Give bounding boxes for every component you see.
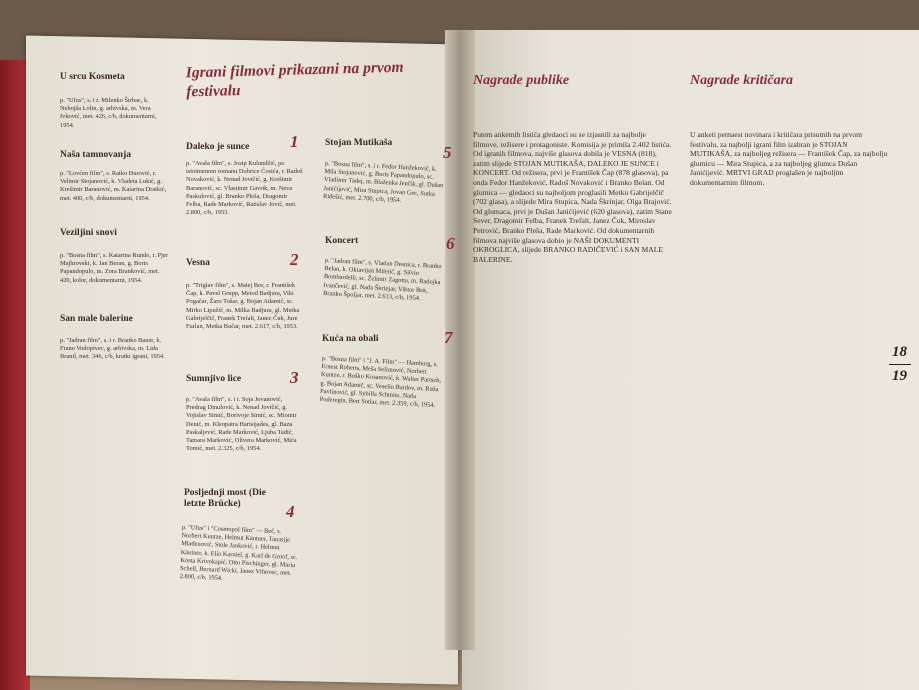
page-number: 18 xyxy=(892,344,907,360)
film-credits: p. "Ufus", s. i r. Milenko Štrbac, k. Nebojša Lolin, g. arhivska, m. Vera Ivković, met. 426, c/b, dokumentarni, 1954. xyxy=(60,97,157,129)
film-credits: p. "Lovćen film", s. Ratko Đurović, r. Velimir Stojanović, k. Vladeta Lukić, g. Krešimir Baranović, m. Katarina Dratkić, met. 400, c/b, dokumentarni, 1954. xyxy=(60,170,167,202)
film-credits: p. "Avala film", s. Josip Kulundžić, po istoimenom romanu Dobrice Ćosića, r. Radoš Novaković, k. Nenad Jovičić, g. Krešimir Baranović, sc. Vlastimir Gavrik, m. Neva Paskulović, gl. Branko Pleša, Dragomir Felba, Rade Marković, Ratislav Jović, met. 2.800, c/b, 1953. xyxy=(186,160,303,217)
film-title: Sumnjivo lice xyxy=(186,374,242,384)
film-title: Koncert xyxy=(325,236,359,246)
film-credits: p. "Jadran film", s. i r. Branko Bauer, k. Frano Vodopivec, g. arhivska, m. Lida Branil, met. 346, c/b, kratki igrani, 1954. xyxy=(60,337,165,361)
film-title: Kuća na obali xyxy=(322,334,379,344)
film-title: Stojan Mutikaša xyxy=(325,138,393,148)
critics-awards-text: U anketi petnaest novinara i kritičara prisutnih na prvom festivalu, za najbolji igrani film izabran je STOJAN MUTIKAŠA, za najboljeg režisera — František Čap, za najbolju glumicu — Mira Stupica, a za najboljeg glumca Dušan Janićijević. MRTVI GRAD proglašen je najboljim dokumentarnim filmom. xyxy=(690,130,888,187)
page-number: 19 xyxy=(892,368,907,384)
film-number: 7 xyxy=(444,328,453,347)
film-title: Daleko je sunce xyxy=(186,142,250,152)
film-credits: p. "Bosna film" i "J. A. Film" — Hamburg, s. Ernest Roberts, Meša Selimović, Norbert Kuntze, r. Boško Kosanović, k. Walter Partsch, g. Bojan Adamič, sc. Veselin Bardov, m. Ruža Pavlinović, gl. Sybilla Schmitz, Nada Poderegin, Bert Sotlar, met. 2.359, c/b, 1954. xyxy=(319,355,442,410)
page-number-divider xyxy=(889,364,911,365)
public-awards-text: Putem anketnih listića gledaoci su se izjasnili za najbolje filmove, režisere i protagoniste. Komisija je primila 2.402 listića. Od igranih filmova, najviše glasova dobila je VESNA (818), zatim slijede STOJAN MUTIKAŠA, DALEKO JE SUNCE i KONCERT. Od režisera, prvi je František Čap (878 glasova), pa onda Fedor Hanžeković, Radoš Novaković i Branko Belan. Od glumica — gledaoci su najboljom proglasili Metku Gabrijelčič (702 glasa), a slijede Mira Stupica, Nada Škrinjar, Olga Brajović. Od glumaca, prvi je Dušan Janićijević (620 glasova), zatim Stane Sever, Dragomir Felba, Franek Trefalt, Janez Čuk, Miroslav Petrović, Branko Pleša, Rade Marković. Od dokumentarnih filmova najviše glasova dobio je NAŠI DOKUMENTI OKROGLICA, slijede BRANKO RADIČEVIĆ i SAN MALE BALERINE. xyxy=(473,130,672,264)
page-title: Igrani filmovi prikazani na prvom festivalu xyxy=(185,58,404,101)
film-title: Naša tamnovanja xyxy=(60,150,131,160)
film-title: Vesna xyxy=(186,258,210,268)
film-credits: p. "Bosna film", s. i r. Fedor Hanžeković, k. Mila Stojanović, g. Boris Papandopulo, sc. Vladimir Tadej, m. Blaženka Jenčik, gl. Dušan Janićijević, Mira Stupica, Jovan Gec, Sutka Riđešić, met. 2.700, c/b, 1954. xyxy=(322,160,444,204)
film-credits: p. "Ufus" i "Cosmopol film" — Beč, s. Norbert Kuntze, Helmut Käutner, Tanasije Mladenović, Stole Janković, r. Helmut Käutner, k. Elio Karniel, g. Karl de Groof, sc. Kosta Krivokapić, Otto Pischinger, gl. Maria Schell, Bernard Wicki, Janez Vrhovec, met. 2.800, c/b, 1954. xyxy=(179,524,298,583)
film-title: U srcu Kosmeta xyxy=(60,72,125,82)
film-title: San male balerine xyxy=(60,314,133,324)
film-credits: p. "Avala film", s. i r. Soja Jovanović, Predrag Dinulović, k. Nenad Jovičić, g. Vojislav Simić, Borivoje Simić, sc. Miomir Denić, m. Kleopatra Harisijades, gl. Baza Paskaljević, Rade Marković, Ljuba Tadić, Tamara Marković, Olivera Marković, Mića Tomić, met. 2.325, c/b, 1954. xyxy=(186,396,297,453)
section-heading-critics: Nagrade kritičara xyxy=(690,73,794,88)
film-number: 3 xyxy=(290,368,299,387)
film-credits: p. "Bosna film", s. Katarina Rundo, r. Pjer Majhrovski, k. Jan Beran, g. Boris Papandopulo, m. Zora Branković, met. 420, kolor, dokumentarni, 1954. xyxy=(60,252,168,284)
film-number: 2 xyxy=(290,250,299,269)
film-number: 6 xyxy=(446,234,455,253)
film-title: Veziljini snovi xyxy=(60,228,117,238)
film-credits: p. "Triglav film", s. Matej Bor, r. František Čap, k. Pavel Grupp, Metod Badjura, Viki Pogačar, Žaro Tušar, g. Bojan Adamič, sc. Mirko Lipužič, m. Milka Badjura, gl. Metka Gabrijelčič, Franek Trefalt, Janez Čuk, Jure Furlan, Metka Bučar, met. 2.617, c/b, 1953. xyxy=(186,282,300,331)
film-number: 5 xyxy=(443,143,452,162)
film-number: 1 xyxy=(290,132,299,151)
film-credits: p. "Jadran film", s. Vladan Desnica, r. Branko Belan, k. Oktavijan Miletić, g. Silvio Bombardelli, sc. Želimir Zagotta, m. Radojka Ivančević, gl. Nada Škrinjar, Viktor Bek, Branko Špoljar, met. 2.613, c/b, 1954. xyxy=(322,257,442,302)
section-heading-public: Nagrade publike xyxy=(473,73,570,88)
film-number: 4 xyxy=(286,502,295,521)
film-title: Posljednji most (Die letzte Brücke) xyxy=(184,488,266,509)
